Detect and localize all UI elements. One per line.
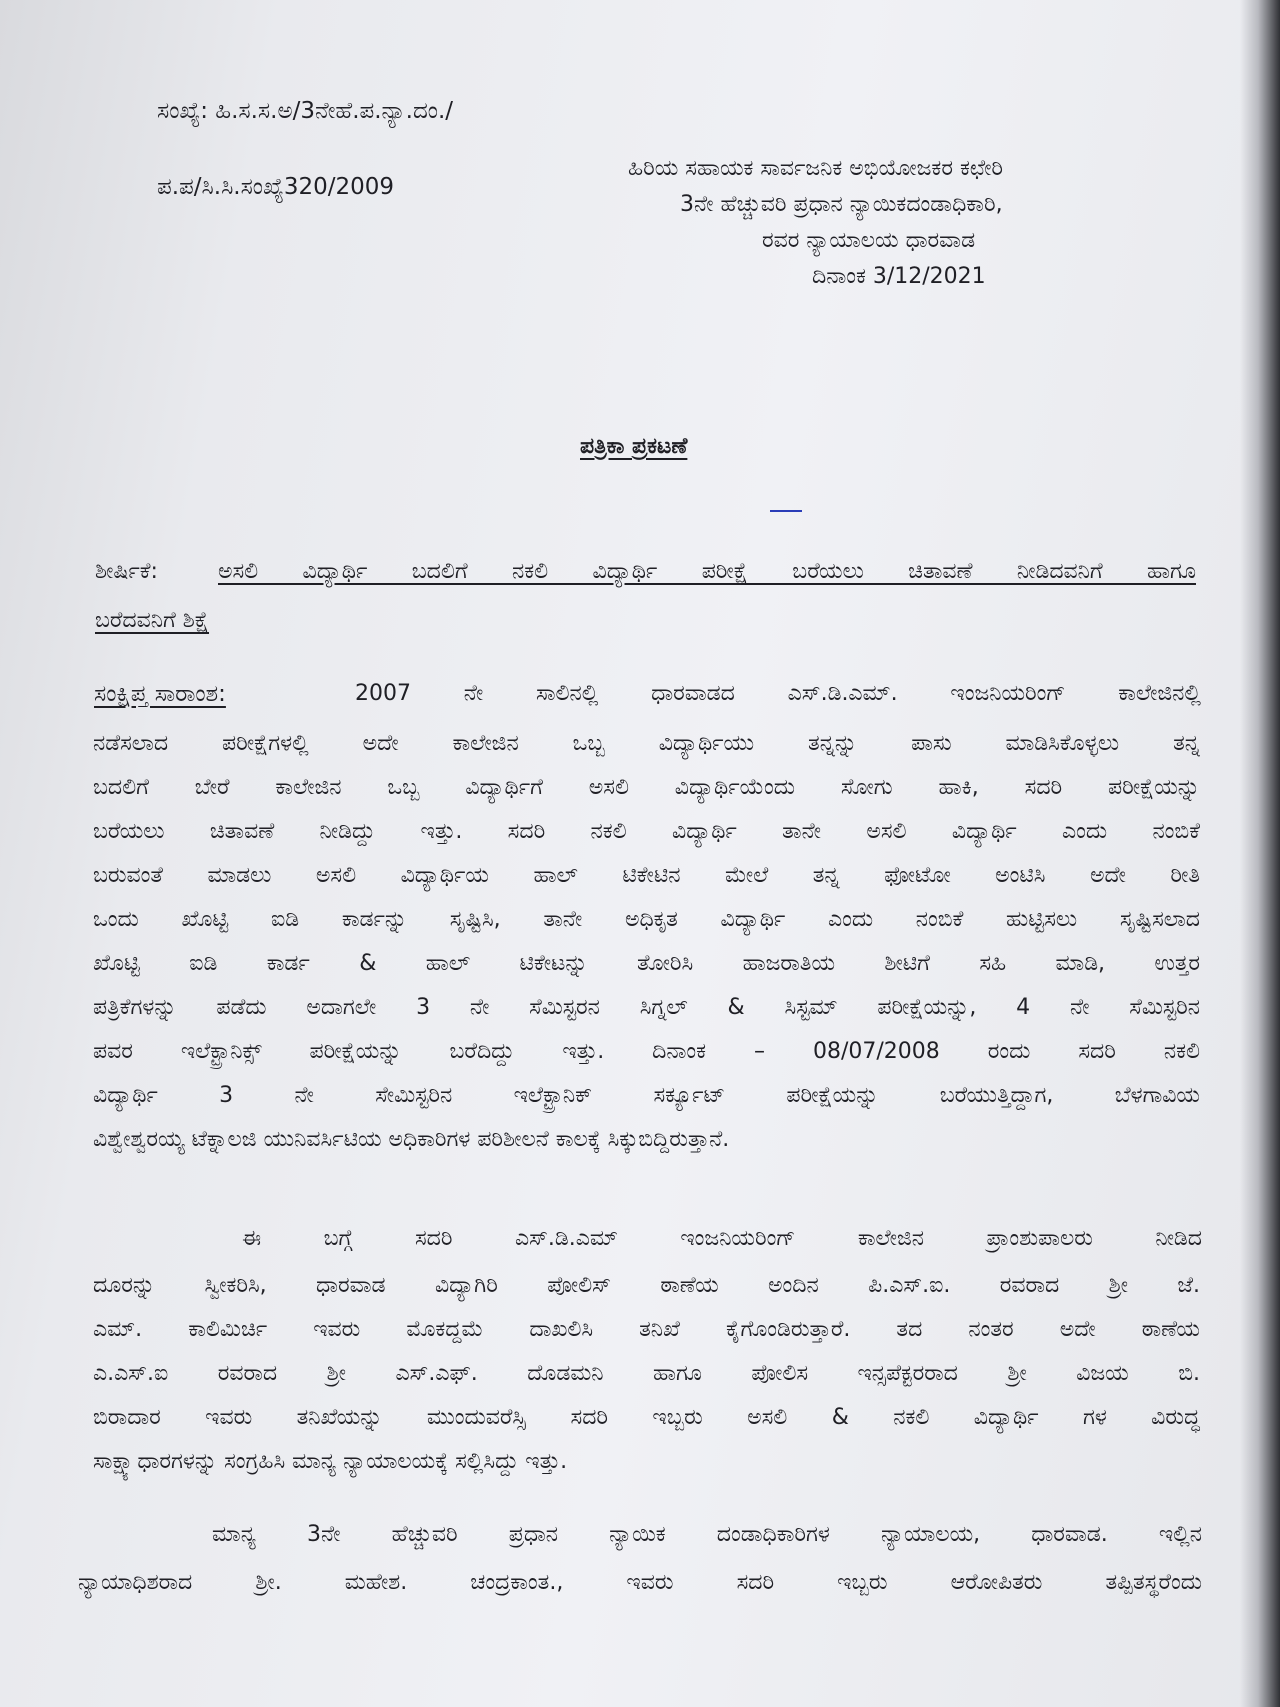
office-line-1: ಹಿರಿಯ ಸಹಾಯಕ ಸಾರ್ವಜನಿಕ ಅಭಿಯೋಜಕರ ಕಛೇರಿ — [628, 156, 1004, 181]
summary-line: ಪತ್ರಿಕೆಗಳನ್ನು ಪಡೆದು ಅದಾಗಲೇ 3 ನೇ ಸೆಮಿಸ್ಟರನ ಸಿಗ್ನಲ್ & ಸಿಸ್ಟಮ್ ಪರೀಕ್ಷೆಯನ್ನು, 4 ನೇ ಸೆಮಿಸ್ಟರಿನ — [93, 995, 1200, 1020]
summary-line: ನಡೆಸಲಾದ ಪರೀಕ್ಷೆಗಳಲ್ಲಿ ಅದೇ ಕಾಲೇಜಿನ ಒಬ್ಬ ವಿದ್ಯಾರ್ಥಿಯು ತನ್ನನ್ನು ಪಾಸು ಮಾಡಿಸಿಕೊಳ್ಳಲು ತನ್ನ — [93, 731, 1200, 756]
summary-line: ಪವರ ಇಲೆಕ್ಟ್ರಾನಿಕ್ಸ್ ಪರೀಕ್ಷೆಯನ್ನು ಬರೆದಿದ್ದು ಇತ್ತು. ದಿನಾಂಕ – 08/07/2008 ರಂದು ಸದರಿ ನಕಲಿ — [93, 1039, 1200, 1064]
summary-line: ವಿಶ್ವೇಶ್ವರಯ್ಯ ಟೆಕ್ನಾಲಜಿ ಯುನಿವರ್ಸಿಟಿಯ ಅಧಿಕಾರಿಗಳ ಪರಿಶೀಲನೆ ಕಾಲಕ್ಕೆ ಸಿಕ್ಕುಬಿದ್ದಿರುತ್ತಾನೆ. — [93, 1127, 730, 1152]
summary-line: ಒಂದು ಖೊಟ್ಟಿ ಐಡಿ ಕಾರ್ಡನ್ನು ಸೃಷ್ಟಿಸಿ, ತಾನೇ ಅಧಿಕೃತ ವಿದ್ಯಾರ್ಥಿ ಎಂದು ನಂಬಿಕೆ ಹುಟ್ಟಿಸಲು ಸೃಷ್ಟಿಸಲಾದ — [93, 907, 1200, 932]
para2-line: ಎಮ್. ಕಾಲಿಮಿರ್ಚಿ ಇವರು ಮೊಕದ್ದಮೆ ದಾಖಲಿಸಿ ತನಿಖೆ ಕೈಗೊಂಡಿರುತ್ತಾರೆ. ತದ ನಂತರ ಅದೇ ಠಾಣೆಯ — [93, 1317, 1200, 1342]
para2-line: ಬಿರಾದಾರ ಇವರು ತನಿಖೆಯನ್ನು ಮುಂದುವರೆಸ್ಸಿ ಸದರಿ ಇಬ್ಬರು ಅಸಲಿ & ನಕಲಿ ವಿದ್ಯಾರ್ಥಿ ಗಳ ವಿರುದ್ಧ — [93, 1405, 1200, 1430]
page-edge-shadow — [1240, 0, 1280, 1707]
para2-line: ಸಾಕ್ಷ್ಯಾಧಾರಗಳನ್ನು ಸಂಗ್ರಹಿಸಿ ಮಾನ್ಯ ನ್ಯಾಯಾಲಯಕ್ಕೆ ಸಲ್ಲಿಸಿದ್ದು ಇತ್ತು. — [93, 1449, 568, 1474]
office-line-3: ರವರ ನ್ಯಾಯಾಲಯ ಧಾರವಾಡ — [762, 228, 976, 253]
page-title: ಪತ್ರಿಕಾ ಪ್ರಕಟಣೆ — [580, 434, 688, 459]
document-date: ದಿನಾಂಕ 3/12/2021 — [812, 264, 986, 289]
para2-line: ಎ.ಎಸ್.ಐ ರವರಾದ ಶ್ರೀ ಎಸ್.ಎಫ್. ದೊಡಮನಿ ಹಾಗೂ ಪೋಲಿಸ ಇನ್ಸಪೆಕ್ಟರರಾದ ಶ್ರೀ ವಿಜಯ ಬಿ. — [93, 1361, 1200, 1386]
summary-line-1: 2007 ನೇ ಸಾಲಿನಲ್ಲಿ ಧಾರವಾಡದ ಎಸ್.ಡಿ.ಎಮ್. ಇಂಜನಿಯರಿಂಗ್ ಕಾಲೇಜಿನಲ್ಲಿ — [355, 681, 1201, 706]
reference-number: ಸಂಖ್ಯೆ: ಹಿ.ಸ.ಸ.ಅ/3ನೇಹೆ.ಪ.ನ್ಯಾ.ದಂ./ — [157, 98, 454, 124]
summary-line: ಖೊಟ್ಟಿ ಐಡಿ ಕಾರ್ಡ & ಹಾಲ್ ಟಿಕೇಟನ್ನು ತೋರಿಸಿ ಹಾಜರಾತಿಯ ಶೀಟಿಗೆ ಸಹಿ ಮಾಡಿ, ಉತ್ತರ — [93, 951, 1200, 976]
office-line-2: 3ನೇ ಹೆಚ್ಚುವರಿ ಪ್ರಧಾನ ನ್ಯಾಯಿಕದಂಡಾಧಿಕಾರಿ, — [680, 192, 1003, 217]
summary-line: ಬದಲಿಗೆ ಬೇರೆ ಕಾಲೇಜಿನ ಒಬ್ಬ ವಿದ್ಯಾರ್ಥಿಗೆ ಅಸಲಿ ವಿದ್ಯಾರ್ಥಿಯೆಂದು ಸೋಗು ಹಾಕಿ, ಸದರಿ ಪರೀಕ್ಷೆಯನ್ನು — [93, 775, 1200, 800]
pen-mark — [770, 510, 802, 512]
summary-label: ಸಂಕ್ಷಿಪ್ತ ಸಾರಾಂಶ: — [94, 681, 226, 707]
summary-line: ಬರೆಯಲು ಚಿತಾವಣೆ ನೀಡಿದ್ದು ಇತ್ತು. ಸದರಿ ನಕಲಿ ವಿದ್ಯಾರ್ಥಿ ತಾನೇ ಅಸಲಿ ವಿದ್ಯಾರ್ಥಿ ಎಂದು ನಂಬಿಕೆ — [93, 819, 1200, 844]
summary-body — [93, 722, 1200, 1162]
summary-line: ವಿದ್ಯಾರ್ಥಿ 3 ನೇ ಸೇಮಿಸ್ಟರಿನ ಇಲೆಕ್ಟ್ರಾನಿಕ್ ಸರ್ಕ್ಯೂಟ್ ಪರೀಕ್ಷೆಯನ್ನು ಬರೆಯುತ್ತಿದ್ದಾಗ, ಬೆಳಗಾವಿಯ — [93, 1083, 1200, 1108]
para2-line-1: ಈ ಬಗ್ಗೆ ಸದರಿ ಎಸ್.ಡಿ.ಎಮ್ ಇಂಜನಿಯರಿಂಗ್ ಕಾಲೇಜಿನ ಪ್ರಾಂಶುಪಾಲರು ನೀಡಿದ — [242, 1226, 1202, 1251]
para2-line: ದೂರನ್ನು ಸ್ವೀಕರಿಸಿ, ಧಾರವಾಡ ವಿದ್ಯಾಗಿರಿ ಪೋಲಿಸ್ ಠಾಣೆಯ ಅಂದಿನ ಪಿ.ಎಸ್.ಐ. ರವರಾದ ಶ್ರೀ ಜೆ. — [93, 1273, 1200, 1298]
heading-label: ಶೀರ್ಷಿಕೆ: — [95, 559, 158, 584]
summary-line: ಬರುವಂತೆ ಮಾಡಲು ಅಸಲಿ ವಿದ್ಯಾರ್ಥಿಯ ಹಾಲ್ ಟಿಕೇಟಿನ ಮೇಲೆ ತನ್ನ ಫೋಟೋ ಅಂಟಿಸಿ ಅದೇ ರೀತಿ — [93, 863, 1200, 888]
heading-line-1: ಅಸಲಿ ವಿದ್ಯಾರ್ಥಿ ಬದಲಿಗೆ ನಕಲಿ ವಿದ್ಯಾರ್ಥಿ ಪರೀಕ್ಷೆ ಬರೆಯಲು ಚಿತಾವಣೆ ನೀಡಿದವನಿಗೆ ಹಾಗೂ — [218, 559, 1196, 584]
para2-body — [93, 1264, 1200, 1484]
case-number: ಪ.ಪ/ಸಿ.ಸಿ.ಸಂಖ್ಯೆ320/2009 — [157, 174, 395, 200]
para3-line-2: ನ್ಯಾಯಾಧಿಶರಾದ ಶ್ರೀ. ಮಹೇಶ. ಚಂದ್ರಕಾಂತ., ಇವರು ಸದರಿ ಇಬ್ಬರು ಆರೋಪಿತರು ತಪ್ಪಿತಸ್ಥರೆಂದು — [78, 1570, 1202, 1595]
para3-line-1: ಮಾನ್ಯ 3ನೇ ಹೆಚ್ಚುವರಿ ಪ್ರಧಾನ ನ್ಯಾಯಿಕ ದಂಡಾಧಿಕಾರಿಗಳ ನ್ಯಾಯಾಲಯ, ಧಾರವಾಡ. ಇಲ್ಲಿನ — [212, 1522, 1202, 1547]
heading-line-2: ಬರೆದವನಿಗೆ ಶಿಕ್ಷೆ — [95, 608, 210, 633]
